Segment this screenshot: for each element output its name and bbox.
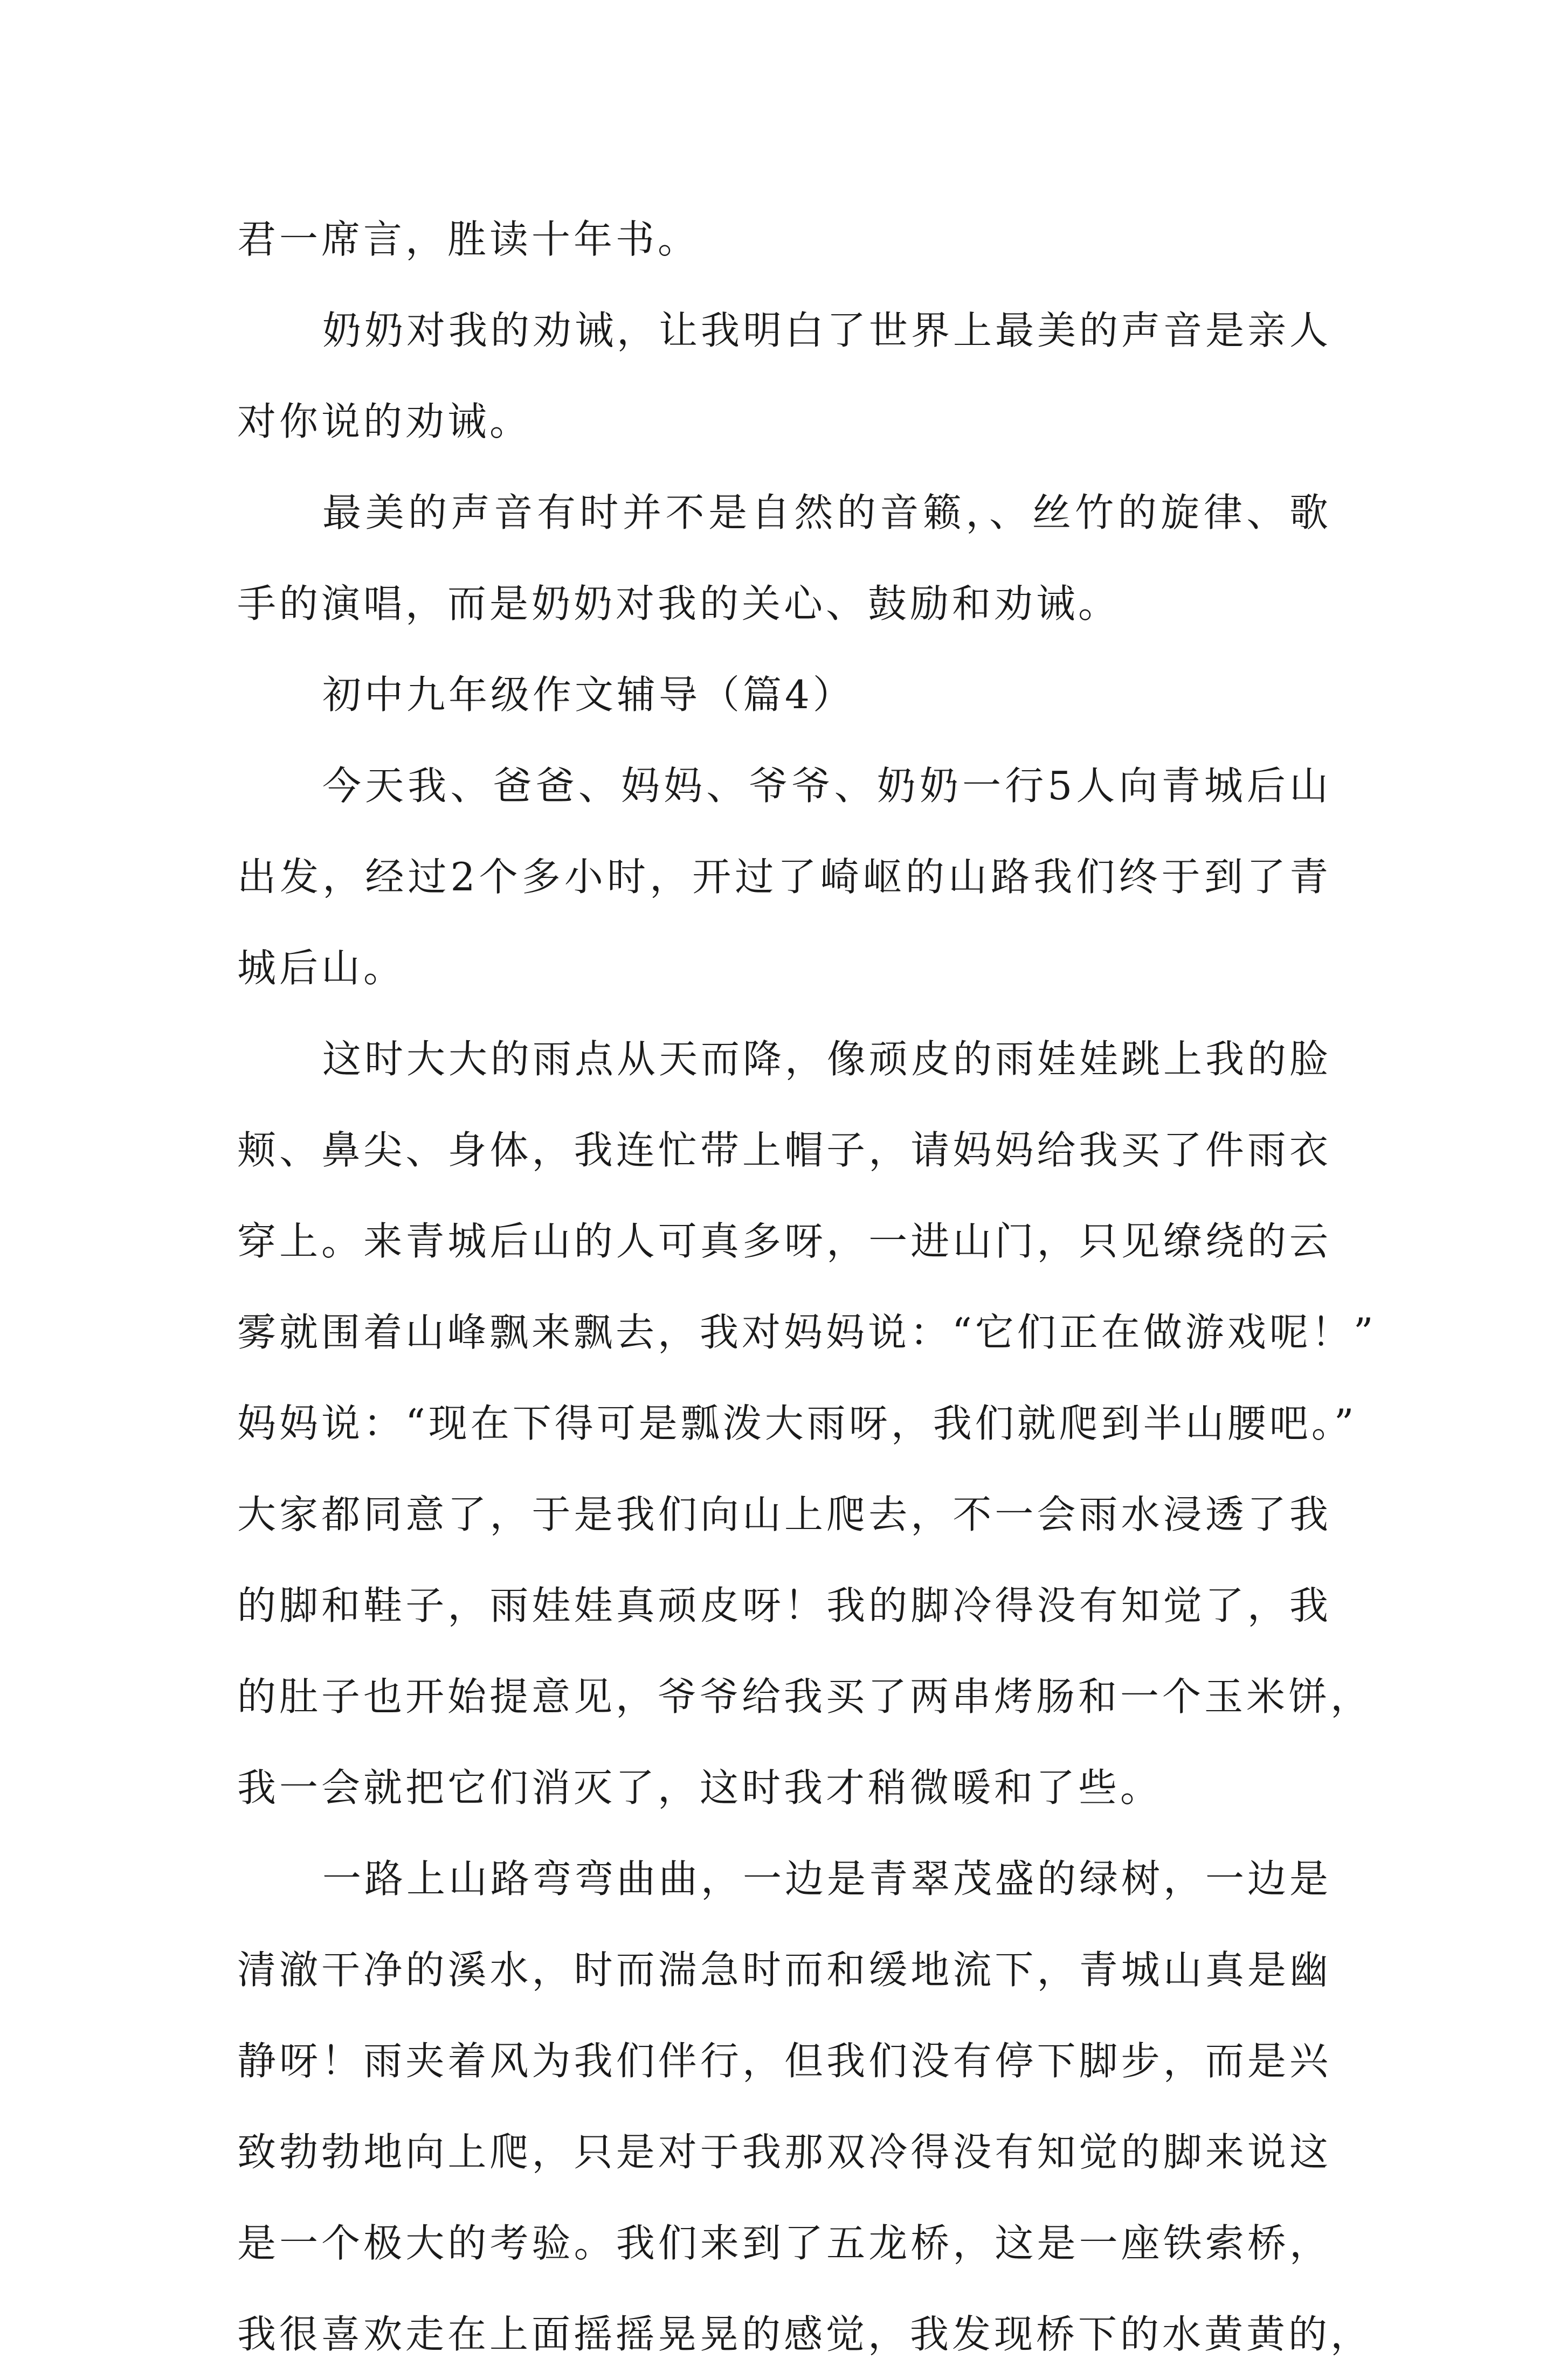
text-line: 我很喜欢走在上面摇摇晃晃的感觉，我发现桥下的水黄黄的， <box>237 2312 1373 2357</box>
text-line: 致勃勃地向上爬，只是对于我那双冷得没有知觉的脚来说这 <box>237 2129 1331 2175</box>
section-heading: 初中九年级作文辅导（篇4） <box>322 672 855 717</box>
text-line: 颊、鼻尖、身体，我连忙带上帽子，请妈妈给我买了件雨衣 <box>237 1127 1331 1173</box>
text-line: 我一会就把它们消灭了，这时我才稍微暖和了些。 <box>237 1765 1163 1810</box>
text-line: 一路上山路弯弯曲曲，一边是青翠茂盛的绿树，一边是 <box>322 1856 1332 1901</box>
text-line: 大家都同意了，于是我们向山上爬去，不一会雨水浸透了我 <box>237 1492 1331 1537</box>
text-line: 的脚和鞋子，雨娃娃真顽皮呀！我的脚冷得没有知觉了，我 <box>237 1583 1331 1628</box>
text-line: 最美的声音有时并不是自然的音籁，、丝竹的旋律、歌 <box>322 490 1331 535</box>
text-line: 是一个极大的考验。我们来到了五龙桥，这是一座铁索桥， <box>237 2220 1331 2266</box>
text-line: 的肚子也开始提意见，爷爷给我买了两串烤肠和一个玉米饼， <box>237 1674 1373 1719</box>
text-line: 奶奶对我的劝诫，让我明白了世界上最美的声音是亲人 <box>322 308 1332 353</box>
text-line: 手的演唱，而是奶奶对我的关心、鼓励和劝诫。 <box>237 581 1121 626</box>
text-line: 今天我、爸爸、妈妈、爷爷、奶奶一行5人向青城后山 <box>322 763 1331 808</box>
text-line: 穿上。来青城后山的人可真多呀，一进山门，只见缭绕的云 <box>237 1219 1331 1264</box>
text-line: 清澈干净的溪水，时而湍急时而和缓地流下，青城山真是幽 <box>237 1947 1331 1992</box>
document-body <box>237 194 1377 2380</box>
text-line: 这时大大的雨点从天而降，像顽皮的雨娃娃跳上我的脸 <box>322 1036 1332 1082</box>
text-line: 城后山。 <box>237 945 406 991</box>
text-line: 妈妈说：“现在下得可是瓢泼大雨呀，我们就爬到半山腰吧。” <box>237 1401 1357 1446</box>
text-line: 静呀！雨夹着风为我们伴行，但我们没有停下脚步，而是兴 <box>237 2038 1331 2084</box>
text-line: 对你说的劝诫。 <box>237 399 532 444</box>
text-line: 出发，经过2个多小时，开过了崎岖的山路我们终于到了青 <box>237 854 1331 900</box>
text-line: 雾就围着山峰飘来飘去，我对妈妈说：“它们正在做游戏呢！” <box>237 1310 1377 1355</box>
text-line: 君一席言，胜读十年书。 <box>237 217 700 262</box>
